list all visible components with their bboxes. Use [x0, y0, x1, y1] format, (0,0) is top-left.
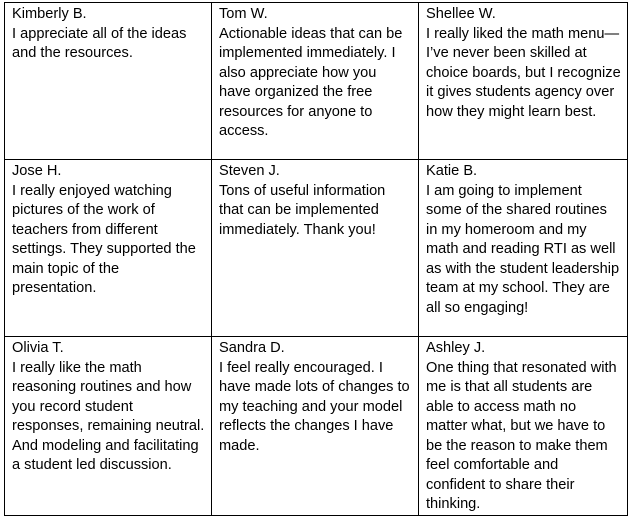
- feedback-table: [4, 2, 628, 516]
- table-row: [5, 3, 628, 160]
- participant-comment: I am going to implement some of the shared routines in my homeroom and my math and reading RTI as well as with the student leadership team at my school. They are all so engaging!: [426, 182, 620, 316]
- participant-name: Kimberly B.: [12, 6, 87, 22]
- participant-name: Katie B.: [426, 163, 478, 179]
- participant-comment: One thing that resonated with me is that all students are able to access math no matter what, but we have to be the reason to make them feel comfortable and confident to share their thinking.: [426, 359, 617, 512]
- feedback-cell: [419, 160, 628, 337]
- participant-comment: Actionable ideas that can be implemented immediately. I also appreciate how you have organized the free resources for anyone to access.: [219, 25, 403, 139]
- participant-comment: I appreciate all of the ideas and the resources.: [12, 25, 187, 61]
- table-row: [5, 160, 628, 337]
- feedback-cell: [212, 160, 419, 337]
- feedback-cell: [212, 3, 419, 160]
- feedback-cell: [212, 337, 419, 516]
- participant-name: Tom W.: [219, 6, 268, 22]
- participant-comment: Tons of useful information that can be implemented immediately. Thank you!: [219, 182, 386, 238]
- participant-name: Sandra D.: [219, 340, 285, 356]
- participant-name: Ashley J.: [426, 340, 486, 356]
- feedback-cell: [419, 337, 628, 516]
- feedback-cell: [5, 160, 212, 337]
- participant-name: Shellee W.: [426, 6, 496, 22]
- participant-comment: I really liked the math menu— I’ve never been skilled at choice boards, but I recognize it gives students agency over how they might learn best.: [426, 25, 621, 120]
- feedback-cell: [5, 3, 212, 160]
- participant-name: Olivia T.: [12, 340, 64, 356]
- participant-comment: I really enjoyed watching pictures of the work of teachers from different settings. They supported the main topic of the presentation.: [12, 182, 196, 296]
- participant-comment: I feel really encouraged. I have made lots of changes to my teaching and your model reflects the changes I have made.: [219, 359, 410, 454]
- feedback-cell: [5, 337, 212, 516]
- feedback-cell: [419, 3, 628, 160]
- participant-name: Steven J.: [219, 163, 280, 179]
- participant-comment: I really like the math reasoning routines and how you record student responses, remaining neutral. And modeling and facilitating a student led discussion.: [12, 359, 205, 473]
- table-row: [5, 337, 628, 516]
- participant-name: Jose H.: [12, 163, 62, 179]
